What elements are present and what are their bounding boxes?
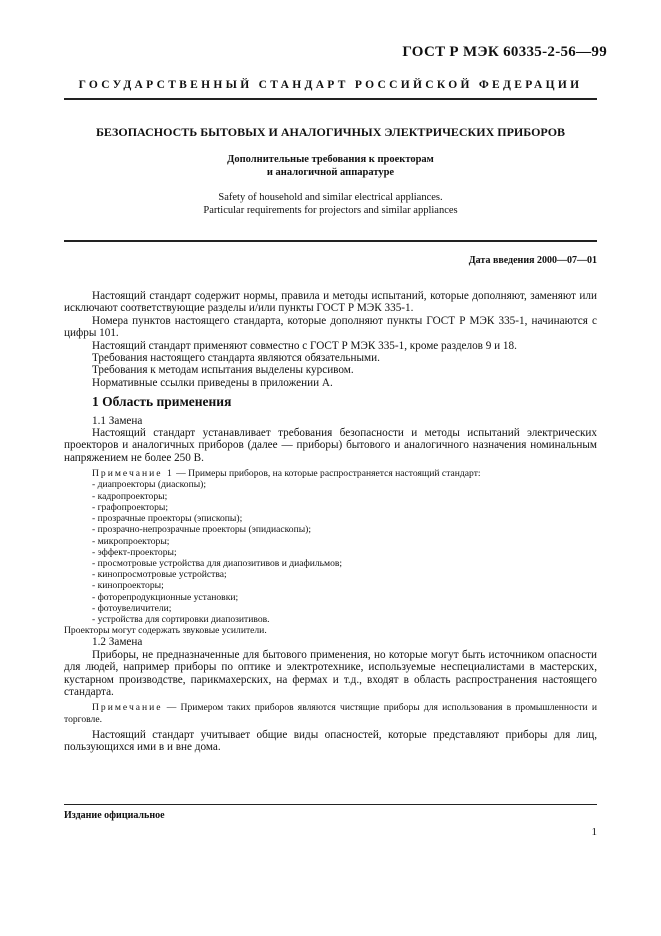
final-paragraph: Настоящий стандарт учитывает общие виды опасностей, которые представляют приборы для лиц, пользующихся ими в и вне дома. (64, 728, 597, 754)
clause-heading: 1.1 Замена (92, 414, 143, 427)
note-1-text: — Примеры приборов, на которые распространяется настоящий стандарт: (173, 468, 481, 480)
note-2-text: — Примером таких приборов являются чистящие приборы для использования в промышленности и торговле. (64, 702, 597, 725)
list-item: - диапроекторы (диаскопы); (92, 479, 207, 491)
list-item: - просмотровые устройства для диапозитивов и диафильмов; (92, 557, 343, 569)
list-item: - графопроекторы; (92, 501, 169, 513)
page-number: 1 (591, 826, 597, 838)
top-divider (64, 98, 597, 100)
clause-heading: 1.2 Замена (92, 636, 143, 649)
document-body (64, 290, 597, 754)
introduction-date: Дата введения 2000—07—01 (468, 255, 597, 266)
intro-paragraph: Требования настоящего стандарта являются обязательными. (92, 352, 380, 365)
edition-note: Издание официальное (64, 810, 165, 821)
footer-divider (64, 804, 597, 805)
state-standard-banner: ГОСУДАРСТВЕННЫЙ СТАНДАРТ РОССИЙСКОЙ ФЕДЕРАЦИИ (78, 79, 583, 91)
list-item: - устройства для сортировки диапозитивов. (92, 613, 270, 625)
note-1-label: Примечание 1 (92, 468, 174, 480)
document-title: БЕЗОПАСНОСТЬ БЫТОВЫХ И АНАЛОГИЧНЫХ ЭЛЕКТРИЧЕСКИХ ПРИБОРОВ (95, 125, 566, 139)
standard-code: ГОСТ Р МЭК 60335-2-56—99 (402, 44, 607, 60)
section-heading: 1 Область применения (92, 394, 232, 410)
middle-divider (64, 240, 597, 242)
intro-paragraph: Нормативные ссылки приведены в приложении А. (92, 376, 333, 389)
list-item: - кинопросмотровые устройства; (92, 569, 227, 581)
english-title-line-2: Particular requirements for projectors and similar appliances (203, 205, 458, 216)
list-item: - микропроекторы; (92, 535, 170, 547)
clause-text: Приборы, не предназначенные для бытового применения, но которые могут быть источником опасности для людей, например приборы по оптике и электротехнике, используемые неспециалистами в мастерских, кустарном производстве, парикмахерских, на фермах и т.д., входят в область распространения настоящего стандарта. (64, 648, 597, 698)
document-subtitle (0, 153, 661, 179)
english-title (0, 191, 661, 217)
subtitle-line-1: Дополнительные требования к проекторам (227, 154, 434, 165)
note-2 (64, 702, 597, 724)
list-item: - прозрачные проекторы (эпископы); (92, 513, 243, 525)
intro-paragraph: Номера пунктов настоящего стандарта, которые дополняют пункты ГОСТ Р МЭК 335-1, начинаются с цифры 101. (64, 314, 597, 340)
list-item: - кинопроекторы; (92, 580, 164, 592)
intro-paragraph: Настоящий стандарт применяют совместно с ГОСТ Р МЭК 335-1, кроме разделов 9 и 18. (92, 339, 517, 352)
list-item: - фотоувеличители; (92, 602, 172, 614)
examples-list (92, 479, 597, 625)
english-title-line-1: Safety of household and similar electrical appliances. (218, 192, 443, 203)
list-item: - эффект-проекторы; (92, 546, 177, 558)
intro-paragraph: Требования к методам испытания выделены курсивом. (92, 364, 354, 377)
sound-note: Проекторы могут содержать звуковые усилители. (64, 625, 267, 637)
subtitle-line-2: и аналогичной аппаратуре (266, 167, 395, 178)
list-item: - прозрачно-непрозрачные проекторы (эпидиаскопы); (92, 524, 312, 536)
note-2-label: Примечание (92, 702, 163, 714)
list-item: - фоторепродукционные установки; (92, 591, 239, 603)
clause-text: Настоящий стандарт устанавливает требования безопасности и методы испытаний электрических проекторов и аналогичных приборов (далее — приборы) бытового и аналогичного назначения номинальным напряжением не более 250 В. (64, 427, 597, 464)
note-1 (92, 468, 597, 479)
intro-paragraph: Настоящий стандарт содержит нормы, правила и методы испытаний, которые дополняют, заменяют или исключают соответствующие разделы и/или пункты ГОСТ Р МЭК 335-1. (64, 290, 597, 315)
list-item: - кадропроекторы; (92, 490, 168, 502)
